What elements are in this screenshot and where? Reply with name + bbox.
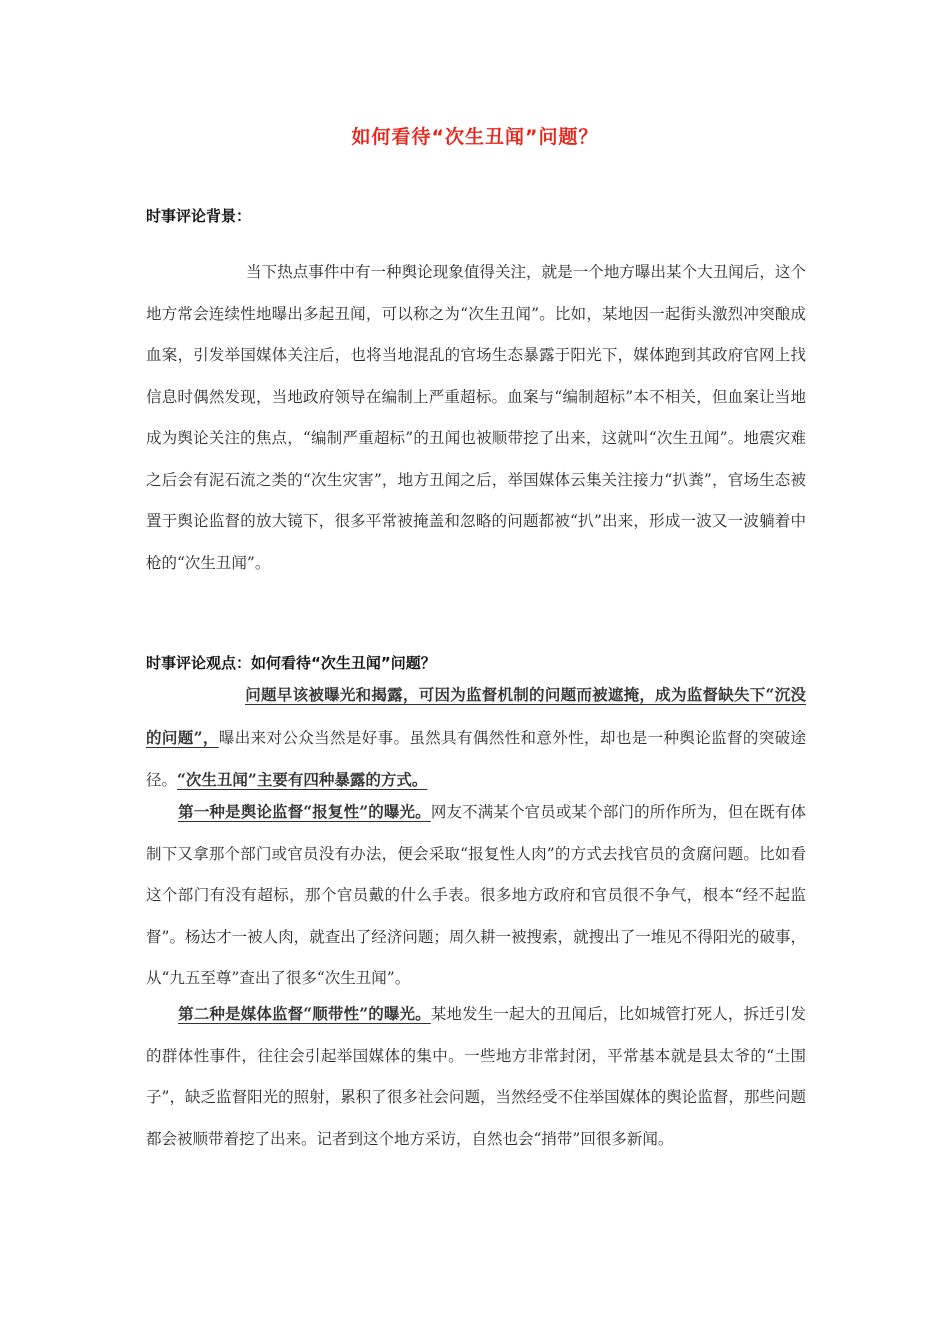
background-paragraph <box>146 252 806 584</box>
viewpoint-paragraph-1 <box>146 674 806 802</box>
viewpoint-p1-text: 曝出来对公众当然是好事。虽然具有偶然性和意外性，却也是一种舆论监督的突破途径。 <box>146 728 806 789</box>
background-text: 当下热点事件中有一种舆论现象值得关注，就是一个地方曝出某个大丑闻后，这个地方常会连续性地曝出多起丑闻，可以称之为“次生丑闻”。比如，某地因一起街头激烈冲突酿成血案，引发举国媒体关注后，也将当地混乱的官场生态暴露于阳光下，媒体跑到其政府官网上找信息时偶然发现，当地政府领导在编制上严重超标。血案与“编制超标”本不相关，但血案让当地成为舆论关注的焦点，“编制严重超标”的丑闻也被顺带挖了出来，这就叫“次生丑闻”。地震灾难之后会有泥石流之类的“次生灾害”，地方丑闻之后，举国媒体云集关注接力“扒粪”，官场生态被置于舆论监督的放大镜下，很多平常被掩盖和忽略的问题都被“扒”出来，形成一波又一波躺着中枪的“次生丑闻”。 <box>146 263 806 572</box>
first-method-text: 网友不满某个官员或某个部门的所作所为，但在既有体制下又拿那个部门或官员没有办法，便会采取“报复性人肉”的方式去找官员的贪腐问题。比如看这个部门有没有超标，那个官员戴的什么手表。很多地方政府和官员很不争气，根本“经不起监督”。杨达才一被人肉，就查出了经济问题；周久耕一被搜索，就搜出了一堆见不得阳光的破事，从“九五至尊”查出了很多“次生丑闻”。 <box>146 803 806 987</box>
viewpoint-paragraph-3 <box>146 993 806 1160</box>
viewpoint-p1-bold2: “次生丑闻”主要有四种暴露的方式。 <box>177 770 428 789</box>
page-title: 如何看待“次生丑闻”问题？ <box>351 126 599 148</box>
first-method-heading: 第一种是舆论监督“报复性”的曝光。 <box>178 802 431 821</box>
viewpoint-paragraph-2 <box>146 791 806 1000</box>
second-method-text: 某地发生一起大的丑闻后，比如城管打死人，拆迁引发的群体性事件，往往会引起举国媒体的集中。一些地方非常封闭，平常基本就是县太爷的“土围子”，缺乏监督阳光的照射，累积了很多社会问题，当然经受不住举国媒体的舆论监督，那些问题都会被顺带着挖了出来。记者到这个地方采访，自然也会“捎带”回很多新闻。 <box>146 1005 806 1148</box>
viewpoint-p1-bold: 问题早该被曝光和揭露，可因为监督机制的问题而被遮掩，成为监督缺失下“沉没的问题”， <box>146 685 806 747</box>
background-heading: 时事评论背景： <box>146 207 252 225</box>
second-method-heading: 第二种是媒体监督“顺带性”的曝光。 <box>178 1004 431 1023</box>
viewpoint-heading: 时事评论观点：如何看待“次生丑闻”问题？ <box>146 654 436 672</box>
